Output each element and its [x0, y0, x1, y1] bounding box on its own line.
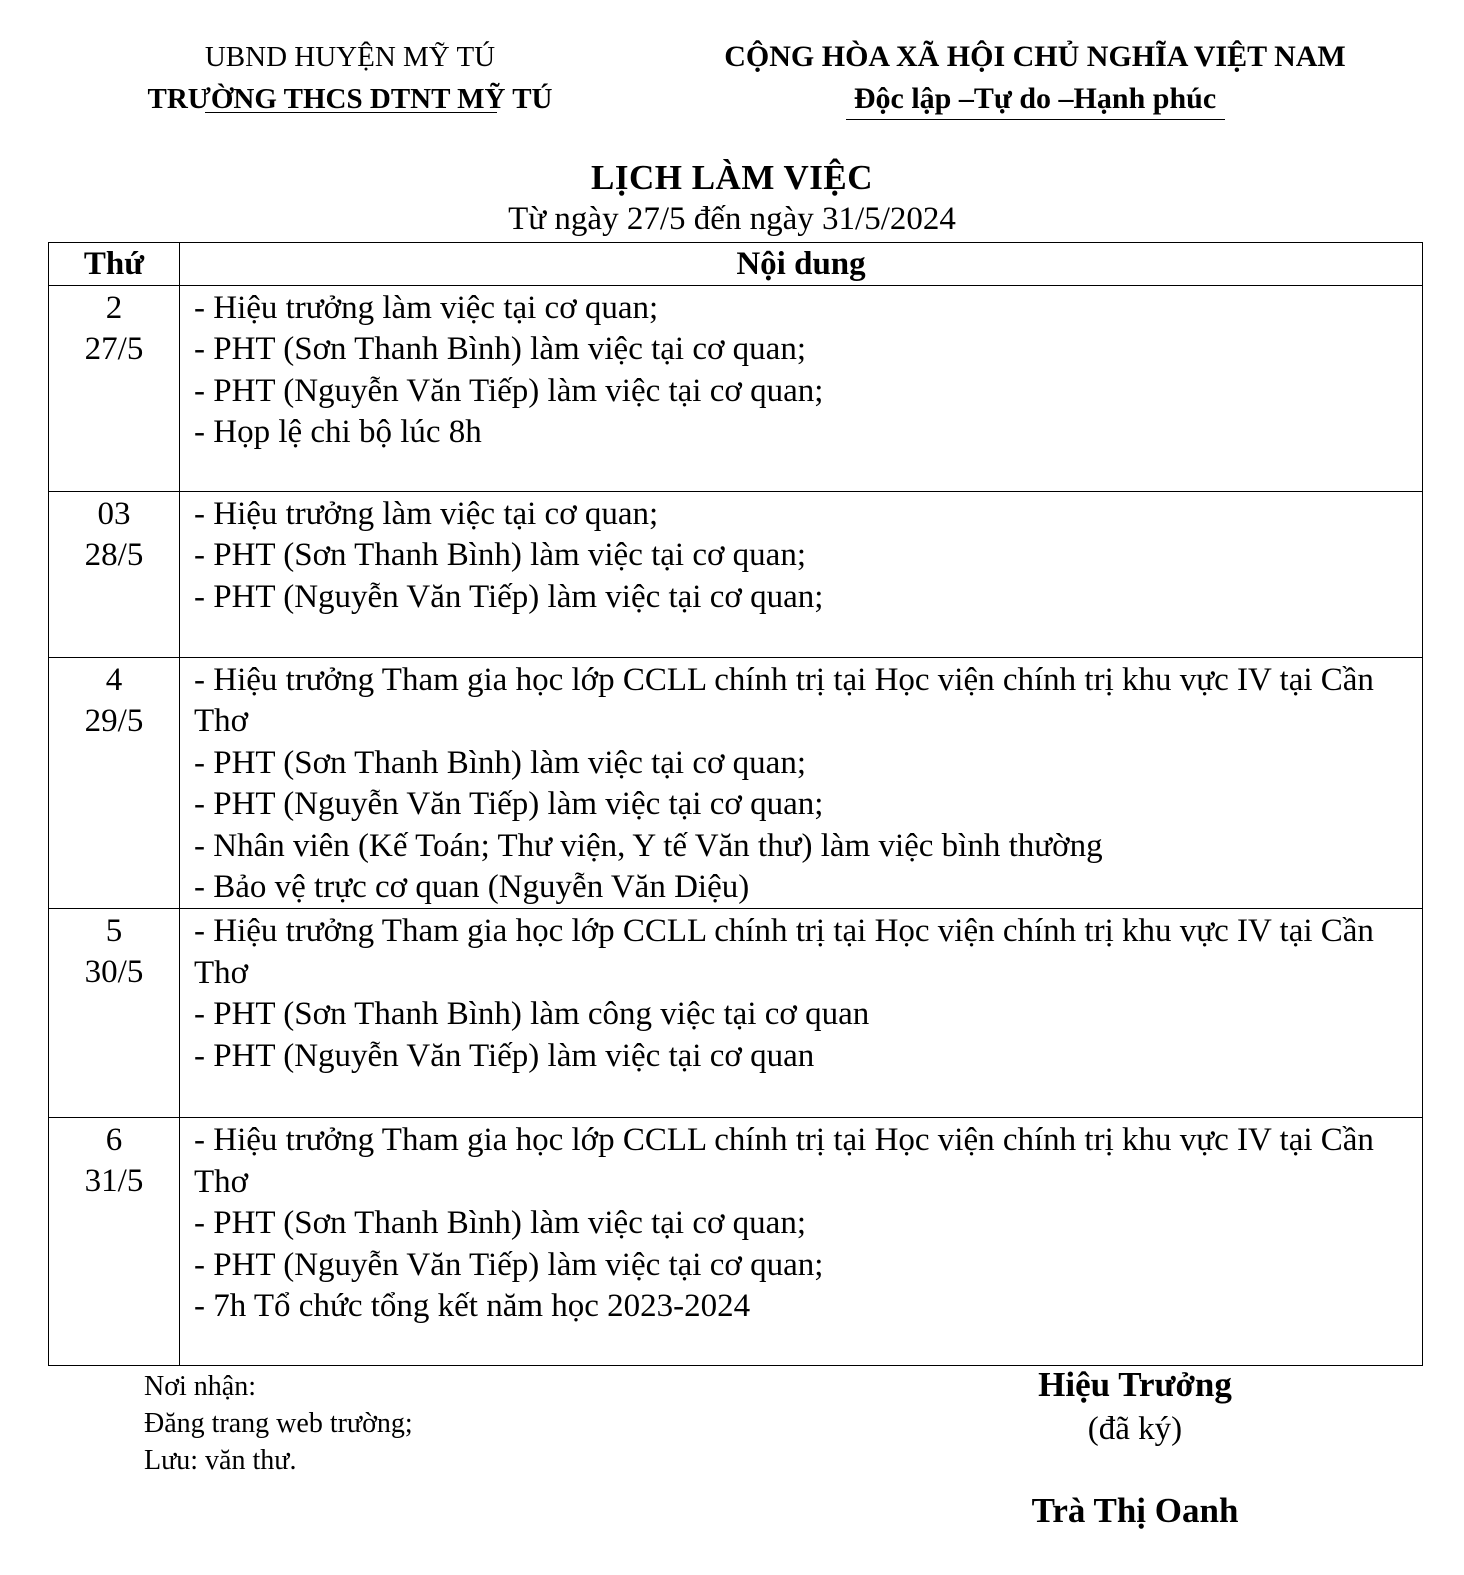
- issuer-block: [100, 36, 600, 120]
- content-cell: [180, 492, 1423, 658]
- list-item: - PHT (Sơn Thanh Bình) làm việc tại cơ quan;: [194, 537, 806, 574]
- list-item: - Họp lệ chi bộ lúc 8h: [194, 414, 482, 451]
- table-row: [49, 658, 1423, 909]
- motto-underline: [846, 119, 1225, 120]
- weekday: 4: [105, 662, 123, 698]
- day-cell: [49, 286, 180, 492]
- column-header-content: Nội dung: [180, 243, 1423, 286]
- list-item: - Hiệu trưởng Tham gia học lớp CCLL chính trị tại Học viện chính trị khu vực IV tại Cần Thơ: [194, 662, 1374, 740]
- list-item: - Bảo vệ trực cơ quan (Nguyễn Văn Diệu): [194, 869, 750, 906]
- schedule-body: [49, 286, 1423, 1366]
- content-cell: [180, 909, 1423, 1118]
- list-item: - PHT (Nguyễn Văn Tiếp) làm việc tại cơ quan;: [194, 372, 824, 409]
- list-item: - PHT (Nguyễn Văn Tiếp) làm việc tại cơ quan;: [194, 578, 824, 615]
- list-item: - Hiệu trưởng làm việc tại cơ quan;: [194, 290, 659, 326]
- day-cell: [49, 909, 180, 1118]
- recipient-item: Đăng trang web trường;: [144, 1408, 413, 1439]
- date: 27/5: [84, 331, 144, 367]
- table-row: [49, 909, 1423, 1118]
- table-row: [49, 1118, 1423, 1366]
- list-item: - Hiệu trưởng Tham gia học lớp CCLL chính trị tại Học viện chính trị khu vực IV tại Cần Thơ: [194, 913, 1374, 991]
- content-cell: [180, 1118, 1423, 1366]
- national-motto-block: [690, 36, 1380, 120]
- signed-note: (đã ký): [1087, 1411, 1183, 1447]
- table-row: [49, 286, 1423, 492]
- national-motto: Độc lập –Tự do –Hạnh phúc: [853, 82, 1217, 115]
- issuer-underline: [205, 112, 497, 113]
- list-item: - Hiệu trưởng Tham gia học lớp CCLL chính trị tại Học viện chính trị khu vực IV tại Cần Thơ: [194, 1122, 1374, 1200]
- content-cell: [180, 658, 1423, 909]
- table-row: [49, 492, 1423, 658]
- list-item: - PHT (Sơn Thanh Bình) làm việc tại cơ quan;: [194, 744, 806, 781]
- list-item: - PHT (Sơn Thanh Bình) làm việc tại cơ quan;: [194, 1205, 806, 1242]
- recipients-block: [144, 1368, 413, 1479]
- date: 31/5: [84, 1163, 144, 1200]
- schedule-table: [48, 242, 1423, 1366]
- column-header-day: Thứ: [49, 243, 180, 286]
- signature-block: [1000, 1362, 1270, 1534]
- list-item: - PHT (Sơn Thanh Bình) làm công việc tại cơ quan: [194, 996, 870, 1033]
- table-header-row: [49, 243, 1423, 286]
- recipients-label: Nơi nhận:: [144, 1371, 257, 1402]
- issuer-authority: UBND HUYỆN MỸ TÚ: [204, 41, 496, 73]
- document-title: LỊCH LÀM VIỆC: [590, 158, 873, 197]
- date: 29/5: [84, 703, 144, 739]
- day-cell: [49, 1118, 180, 1366]
- issuer-school: TRƯỜNG THCS DTNT MỸ TÚ: [147, 83, 553, 115]
- weekday: 6: [105, 1122, 123, 1159]
- signer-title: Hiệu Trưởng: [1038, 1365, 1232, 1404]
- weekday: 5: [105, 913, 123, 950]
- list-item: - Nhân viên (Kế Toán; Thư viện, Y tế Văn thư) làm việc bình thường: [194, 827, 1103, 864]
- signer-name: Trà Thị Oanh: [1031, 1491, 1239, 1530]
- date: 28/5: [84, 537, 144, 573]
- list-item: - PHT (Nguyễn Văn Tiếp) làm việc tại cơ quan;: [194, 786, 824, 823]
- list-item: - 7h Tổ chức tổng kết năm học 2023-2024: [194, 1288, 751, 1325]
- day-cell: [49, 492, 180, 658]
- content-cell: [180, 286, 1423, 492]
- weekday: 03: [97, 496, 131, 532]
- list-item: - Hiệu trưởng làm việc tại cơ quan;: [194, 496, 659, 532]
- recipient-item: Lưu: văn thư.: [144, 1445, 297, 1476]
- day-cell: [49, 658, 180, 909]
- national-name: CỘNG HÒA XÃ HỘI CHỦ NGHĨA VIỆT NAM: [724, 40, 1346, 73]
- date: 30/5: [84, 954, 144, 991]
- weekday: 2: [105, 290, 123, 326]
- list-item: - PHT (Nguyễn Văn Tiếp) làm việc tại cơ quan;: [194, 1246, 824, 1283]
- list-item: - PHT (Nguyễn Văn Tiếp) làm việc tại cơ quan: [194, 1037, 815, 1074]
- list-item: - PHT (Sơn Thanh Bình) làm việc tại cơ quan;: [194, 331, 806, 368]
- document-date-range: Từ ngày 27/5 đến ngày 31/5/2024: [508, 201, 956, 237]
